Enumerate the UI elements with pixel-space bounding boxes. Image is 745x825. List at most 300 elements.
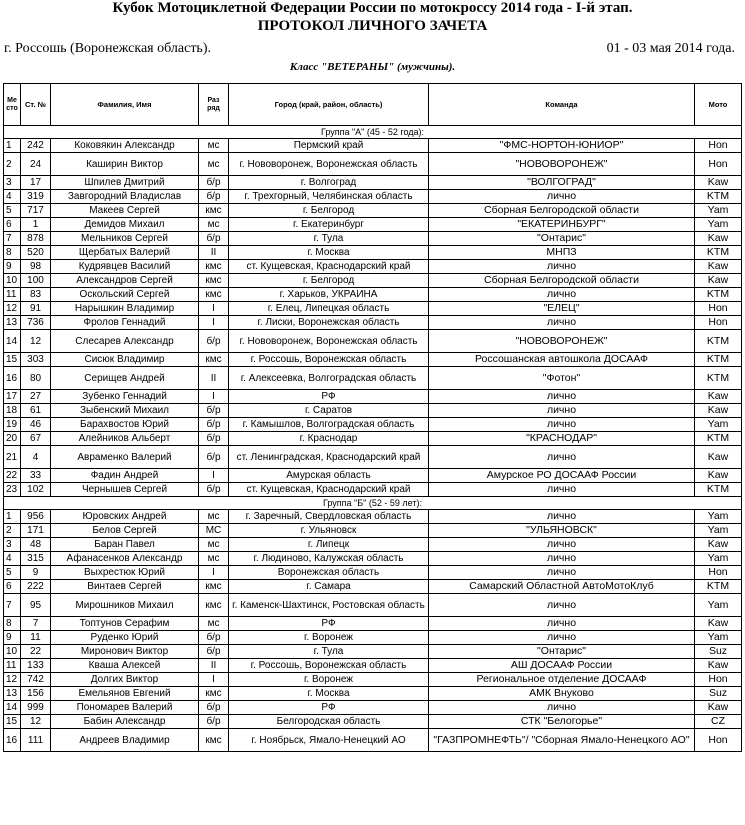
cell-place: 16	[4, 729, 21, 752]
cell-moto: Yam	[695, 418, 742, 432]
table-row	[4, 246, 742, 260]
cell-place: 9	[4, 260, 21, 274]
cell-rank: I	[199, 302, 229, 316]
cell-moto: Kaw	[695, 659, 742, 673]
table-row	[4, 176, 742, 190]
cell-name: Зубенко Геннадий	[51, 390, 199, 404]
table-row	[4, 631, 742, 645]
cell-team: лично	[429, 538, 695, 552]
cell-team: лично	[429, 617, 695, 631]
cell-name: Афанасенков Александр	[51, 552, 199, 566]
cell-team: лично	[429, 260, 695, 274]
cell-place: 3	[4, 538, 21, 552]
cell-city: г. Москва	[229, 687, 429, 701]
cell-start-number: 102	[21, 483, 51, 497]
cell-start-number: 12	[21, 330, 51, 353]
cell-start-number: 717	[21, 204, 51, 218]
cell-name: Белов Сергей	[51, 524, 199, 538]
cell-rank: мс	[199, 218, 229, 232]
cell-moto: Suz	[695, 687, 742, 701]
cell-place: 15	[4, 353, 21, 367]
cell-place: 2	[4, 153, 21, 176]
cell-rank: б/р	[199, 418, 229, 432]
cell-city: г. Россошь, Воронежская область	[229, 353, 429, 367]
cell-name: Выхрестюк Юрий	[51, 566, 199, 580]
cell-team: Самарский Областной АвтоМотоКлуб	[429, 580, 695, 594]
cell-moto: Kaw	[695, 274, 742, 288]
cell-moto: KTM	[695, 353, 742, 367]
cell-city: Пермский край	[229, 139, 429, 153]
cell-start-number: 736	[21, 316, 51, 330]
col-team: Команда	[429, 84, 695, 126]
cell-name: Слесарев Александр	[51, 330, 199, 353]
group-label: Группа "Б" (52 - 59 лет):	[4, 497, 742, 510]
cell-team: лично	[429, 288, 695, 302]
cell-start-number: 742	[21, 673, 51, 687]
cell-start-number: 956	[21, 510, 51, 524]
table-row	[4, 446, 742, 469]
cell-rank: кмс	[199, 729, 229, 752]
cell-city: г. Воронеж	[229, 631, 429, 645]
cell-team: лично	[429, 631, 695, 645]
cell-place: 15	[4, 715, 21, 729]
cell-city: ст. Ленинградская, Краснодарский край	[229, 446, 429, 469]
cell-place: 5	[4, 204, 21, 218]
cell-name: Мирошников Михаил	[51, 594, 199, 617]
cell-start-number: 999	[21, 701, 51, 715]
protocol-subtitle: ПРОТОКОЛ ЛИЧНОГО ЗАЧЕТА	[257, 18, 488, 34]
cell-rank: б/р	[199, 432, 229, 446]
cell-place: 4	[4, 552, 21, 566]
cell-start-number: 878	[21, 232, 51, 246]
cell-moto: Kaw	[695, 260, 742, 274]
cell-start-number: 7	[21, 617, 51, 631]
cell-rank: I	[199, 566, 229, 580]
cell-name: Барахвостов Юрий	[51, 418, 199, 432]
cell-city: Белгородская область	[229, 715, 429, 729]
table-row	[4, 288, 742, 302]
cell-place: 12	[4, 673, 21, 687]
cell-rank: мс	[199, 617, 229, 631]
cell-moto: Yam	[695, 524, 742, 538]
cell-start-number: 242	[21, 139, 51, 153]
table-body	[4, 126, 742, 752]
cell-rank: мс	[199, 139, 229, 153]
cell-city: г. Самара	[229, 580, 429, 594]
cell-moto: Hon	[695, 153, 742, 176]
cell-rank: б/р	[199, 645, 229, 659]
cell-moto: KTM	[695, 190, 742, 204]
cell-moto: Hon	[695, 139, 742, 153]
cell-place: 7	[4, 232, 21, 246]
cell-name: Алейников Альберт	[51, 432, 199, 446]
cell-name: Оскольский Сергей	[51, 288, 199, 302]
cell-place: 22	[4, 469, 21, 483]
table-row	[4, 139, 742, 153]
cell-city: Амурская область	[229, 469, 429, 483]
cell-name: Каширин Виктор	[51, 153, 199, 176]
cell-rank: б/р	[199, 232, 229, 246]
cell-name: Юровских Андрей	[51, 510, 199, 524]
cell-moto: Yam	[695, 631, 742, 645]
cell-team: "ГАЗПРОМНЕФТЬ"/ "Сборная Ямало-Ненецкого АО"	[429, 729, 695, 752]
cell-start-number: 48	[21, 538, 51, 552]
cell-start-number: 24	[21, 153, 51, 176]
cell-name: Кудрявцев Василий	[51, 260, 199, 274]
cell-team: СТК "Белогорье"	[429, 715, 695, 729]
cell-moto: Hon	[695, 729, 742, 752]
table-row	[4, 390, 742, 404]
cell-start-number: 33	[21, 469, 51, 483]
cell-city: г. Саратов	[229, 404, 429, 418]
cell-name: Фадин Андрей	[51, 469, 199, 483]
table-row	[4, 659, 742, 673]
cell-moto: Suz	[695, 645, 742, 659]
cell-moto: Yam	[695, 552, 742, 566]
table-row	[4, 617, 742, 631]
cell-place: 10	[4, 645, 21, 659]
table-row	[4, 330, 742, 353]
cell-start-number: 11	[21, 631, 51, 645]
cell-name: Долгих Виктор	[51, 673, 199, 687]
cell-team: Амурское РО ДОСААФ России	[429, 469, 695, 483]
cell-team: "ВОЛГОГРАД"	[429, 176, 695, 190]
cell-rank: кмс	[199, 204, 229, 218]
cell-name: Баран Павел	[51, 538, 199, 552]
cell-city: г. Елец, Липецкая область	[229, 302, 429, 316]
cell-team: АМК Внуково	[429, 687, 695, 701]
table-row	[4, 729, 742, 752]
cell-moto: KTM	[695, 580, 742, 594]
cell-place: 6	[4, 218, 21, 232]
cell-start-number: 156	[21, 687, 51, 701]
table-row	[4, 566, 742, 580]
cell-rank: б/р	[199, 701, 229, 715]
table-header	[4, 84, 742, 126]
cell-moto: Hon	[695, 566, 742, 580]
cell-moto: Kaw	[695, 469, 742, 483]
cell-city: ст. Кущевская, Краснодарский край	[229, 483, 429, 497]
cell-start-number: 520	[21, 246, 51, 260]
cell-name: Зыбенский Михаил	[51, 404, 199, 418]
cell-moto: Kaw	[695, 176, 742, 190]
cell-start-number: 171	[21, 524, 51, 538]
cell-city: г. Краснодар	[229, 432, 429, 446]
cell-name: Емельянов Евгений	[51, 687, 199, 701]
col-moto: Мото	[695, 84, 742, 126]
page-title: Кубок Мотоциклетной Федерации России по мотокроссу 2014 года - I-й этап.	[112, 0, 633, 16]
cell-team: "УЛЬЯНОВСК"	[429, 524, 695, 538]
cell-place: 13	[4, 687, 21, 701]
cell-start-number: 100	[21, 274, 51, 288]
results-table	[3, 83, 742, 752]
cell-moto: Kaw	[695, 390, 742, 404]
cell-rank: б/р	[199, 176, 229, 190]
cell-moto: Kaw	[695, 446, 742, 469]
cell-start-number: 98	[21, 260, 51, 274]
cell-place: 20	[4, 432, 21, 446]
cell-city: РФ	[229, 701, 429, 715]
cell-team: "ЕЛЕЦ"	[429, 302, 695, 316]
cell-moto: KTM	[695, 330, 742, 353]
cell-name: Макеев Сергей	[51, 204, 199, 218]
cell-name: Демидов Михаил	[51, 218, 199, 232]
cell-team: лично	[429, 552, 695, 566]
cell-start-number: 319	[21, 190, 51, 204]
cell-team: лично	[429, 510, 695, 524]
cell-start-number: 91	[21, 302, 51, 316]
cell-city: г. Нововоронеж, Воронежская область	[229, 330, 429, 353]
cell-name: Винтаев Сергей	[51, 580, 199, 594]
cell-city: г. Ноябрьск, Ямало-Ненецкий АО	[229, 729, 429, 752]
cell-city: г. Волгоград	[229, 176, 429, 190]
cell-name: Руденко Юрий	[51, 631, 199, 645]
table-row	[4, 687, 742, 701]
cell-place: 3	[4, 176, 21, 190]
cell-moto: Yam	[695, 204, 742, 218]
cell-start-number: 133	[21, 659, 51, 673]
cell-team: лично	[429, 418, 695, 432]
cell-moto: Hon	[695, 302, 742, 316]
cell-team: Региональное отделение ДОСААФ	[429, 673, 695, 687]
cell-city: г. Людиново, Калужская область	[229, 552, 429, 566]
cell-name: Серищев Андрей	[51, 367, 199, 390]
event-dates: 01 - 03 мая 2014 года.	[606, 41, 735, 56]
table-row	[4, 316, 742, 330]
cell-city: РФ	[229, 390, 429, 404]
cell-team: МНПЗ	[429, 246, 695, 260]
cell-rank: I	[199, 469, 229, 483]
cell-rank: кмс	[199, 353, 229, 367]
cell-name: Нарышкин Владимир	[51, 302, 199, 316]
cell-place: 14	[4, 701, 21, 715]
cell-moto: KTM	[695, 483, 742, 497]
cell-moto: Kaw	[695, 404, 742, 418]
cell-team: лично	[429, 190, 695, 204]
cell-city: г. Екатеринбург	[229, 218, 429, 232]
cell-team: Россошанская автошкола ДОСААФ	[429, 353, 695, 367]
cell-rank: б/р	[199, 190, 229, 204]
cell-start-number: 315	[21, 552, 51, 566]
cell-place: 5	[4, 566, 21, 580]
cell-team: "Фотон"	[429, 367, 695, 390]
cell-name: Коковякин Александр	[51, 139, 199, 153]
table-row	[4, 673, 742, 687]
cell-moto: Yam	[695, 218, 742, 232]
cell-rank: I	[199, 673, 229, 687]
table-row	[4, 153, 742, 176]
cell-city: г. Камышлов, Волгоградская область	[229, 418, 429, 432]
cell-place: 1	[4, 139, 21, 153]
cell-place: 6	[4, 580, 21, 594]
cell-start-number: 95	[21, 594, 51, 617]
cell-city: РФ	[229, 617, 429, 631]
cell-moto: CZ	[695, 715, 742, 729]
cell-rank: мс	[199, 552, 229, 566]
cell-city: г. Нововоронеж, Воронежская область	[229, 153, 429, 176]
table-row	[4, 353, 742, 367]
cell-start-number: 80	[21, 367, 51, 390]
cell-start-number: 111	[21, 729, 51, 752]
table-row	[4, 483, 742, 497]
cell-city: г. Воронеж	[229, 673, 429, 687]
cell-place: 23	[4, 483, 21, 497]
cell-rank: кмс	[199, 260, 229, 274]
cell-city: г. Ульяновск	[229, 524, 429, 538]
cell-city: г. Белгород	[229, 204, 429, 218]
table-row	[4, 552, 742, 566]
cell-start-number: 4	[21, 446, 51, 469]
group-label: Группа "А" (45 - 52 года):	[4, 126, 742, 139]
table-row	[4, 580, 742, 594]
cell-city: г. Харьков, УКРАИНА	[229, 288, 429, 302]
col-start-number: Ст. №	[21, 84, 51, 126]
cell-start-number: 303	[21, 353, 51, 367]
cell-rank: II	[199, 367, 229, 390]
cell-name: Пономарев Валерий	[51, 701, 199, 715]
cell-name: Мельников Сергей	[51, 232, 199, 246]
cell-rank: I	[199, 390, 229, 404]
table-row	[4, 274, 742, 288]
cell-team: Сборная Белгородской области	[429, 274, 695, 288]
table-row	[4, 469, 742, 483]
cell-city: г. Алексеевка, Волгоградская область	[229, 367, 429, 390]
cell-team: лично	[429, 594, 695, 617]
cell-place: 8	[4, 617, 21, 631]
cell-moto: Yam	[695, 594, 742, 617]
cell-moto: Yam	[695, 510, 742, 524]
cell-place: 11	[4, 659, 21, 673]
cell-place: 21	[4, 446, 21, 469]
cell-team: "ФМС-НОРТОН-ЮНИОР"	[429, 139, 695, 153]
cell-moto: KTM	[695, 288, 742, 302]
cell-team: лично	[429, 390, 695, 404]
cell-city: г. Россошь, Воронежская область	[229, 659, 429, 673]
cell-city: г. Липецк	[229, 538, 429, 552]
table-row	[4, 232, 742, 246]
cell-city: г. Каменск-Шахтинск, Ростовская область	[229, 594, 429, 617]
cell-rank: II	[199, 659, 229, 673]
cell-city: г. Белгород	[229, 274, 429, 288]
table-row	[4, 260, 742, 274]
cell-rank: б/р	[199, 404, 229, 418]
cell-city: г. Лиски, Воронежская область	[229, 316, 429, 330]
cell-team: "НОВОВОРОНЕЖ"	[429, 330, 695, 353]
cell-start-number: 83	[21, 288, 51, 302]
cell-place: 11	[4, 288, 21, 302]
cell-rank: мс	[199, 510, 229, 524]
cell-rank: кмс	[199, 687, 229, 701]
cell-rank: б/р	[199, 631, 229, 645]
cell-team: "ЕКАТЕРИНБУРГ"	[429, 218, 695, 232]
cell-rank: мс	[199, 153, 229, 176]
cell-rank: кмс	[199, 580, 229, 594]
cell-rank: кмс	[199, 274, 229, 288]
cell-start-number: 67	[21, 432, 51, 446]
cell-place: 14	[4, 330, 21, 353]
table-row	[4, 367, 742, 390]
cell-name: Топтунов Серафим	[51, 617, 199, 631]
cell-name: Фролов Геннадий	[51, 316, 199, 330]
cell-team: лично	[429, 701, 695, 715]
table-row	[4, 701, 742, 715]
cell-place: 9	[4, 631, 21, 645]
table-row	[4, 190, 742, 204]
cell-city: г. Трехгорный, Челябинская область	[229, 190, 429, 204]
group-header-row	[4, 497, 742, 510]
cell-rank: б/р	[199, 330, 229, 353]
table-row	[4, 432, 742, 446]
cell-rank: б/р	[199, 483, 229, 497]
cell-moto: Kaw	[695, 538, 742, 552]
table-row	[4, 715, 742, 729]
cell-name: Завгородний Владислав	[51, 190, 199, 204]
cell-start-number: 27	[21, 390, 51, 404]
cell-start-number: 12	[21, 715, 51, 729]
cell-city: ст. Кущевская, Краснодарский край	[229, 260, 429, 274]
cell-name: Кваша Алексей	[51, 659, 199, 673]
cell-rank: МС	[199, 524, 229, 538]
table-row	[4, 538, 742, 552]
col-rank: Раз ряд	[199, 84, 229, 126]
cell-place: 10	[4, 274, 21, 288]
cell-team: "НОВОВОРОНЕЖ"	[429, 153, 695, 176]
cell-moto: KTM	[695, 246, 742, 260]
cell-rank: б/р	[199, 446, 229, 469]
table-row	[4, 510, 742, 524]
cell-moto: Kaw	[695, 232, 742, 246]
cell-moto: KTM	[695, 432, 742, 446]
cell-start-number: 46	[21, 418, 51, 432]
group-header-row	[4, 126, 742, 139]
event-location: г. Россошь (Воронежская область).	[4, 41, 211, 56]
cell-place: 13	[4, 316, 21, 330]
cell-city: Воронежская область	[229, 566, 429, 580]
cell-start-number: 1	[21, 218, 51, 232]
cell-place: 7	[4, 594, 21, 617]
cell-place: 8	[4, 246, 21, 260]
cell-place: 17	[4, 390, 21, 404]
cell-start-number: 22	[21, 645, 51, 659]
col-name: Фамилия, Имя	[51, 84, 199, 126]
cell-team: "Онтарис"	[429, 645, 695, 659]
cell-name: Шпилев Дмитрий	[51, 176, 199, 190]
cell-moto: Hon	[695, 316, 742, 330]
table-row	[4, 302, 742, 316]
cell-place: 16	[4, 367, 21, 390]
cell-team: лично	[429, 566, 695, 580]
cell-start-number: 9	[21, 566, 51, 580]
cell-place: 19	[4, 418, 21, 432]
cell-moto: KTM	[695, 367, 742, 390]
cell-city: г. Москва	[229, 246, 429, 260]
cell-rank: мс	[199, 538, 229, 552]
table-row	[4, 218, 742, 232]
cell-moto: Kaw	[695, 617, 742, 631]
table-row	[4, 404, 742, 418]
cell-team: Сборная Белгородской области	[429, 204, 695, 218]
cell-start-number: 222	[21, 580, 51, 594]
cell-name: Щербатых Валерий	[51, 246, 199, 260]
cell-moto: Hon	[695, 673, 742, 687]
cell-name: Чернышев Сергей	[51, 483, 199, 497]
table-row	[4, 524, 742, 538]
cell-team: лично	[429, 483, 695, 497]
cell-name: Андреев Владимир	[51, 729, 199, 752]
table-row	[4, 645, 742, 659]
cell-team: "КРАСНОДАР"	[429, 432, 695, 446]
cell-team: лично	[429, 446, 695, 469]
